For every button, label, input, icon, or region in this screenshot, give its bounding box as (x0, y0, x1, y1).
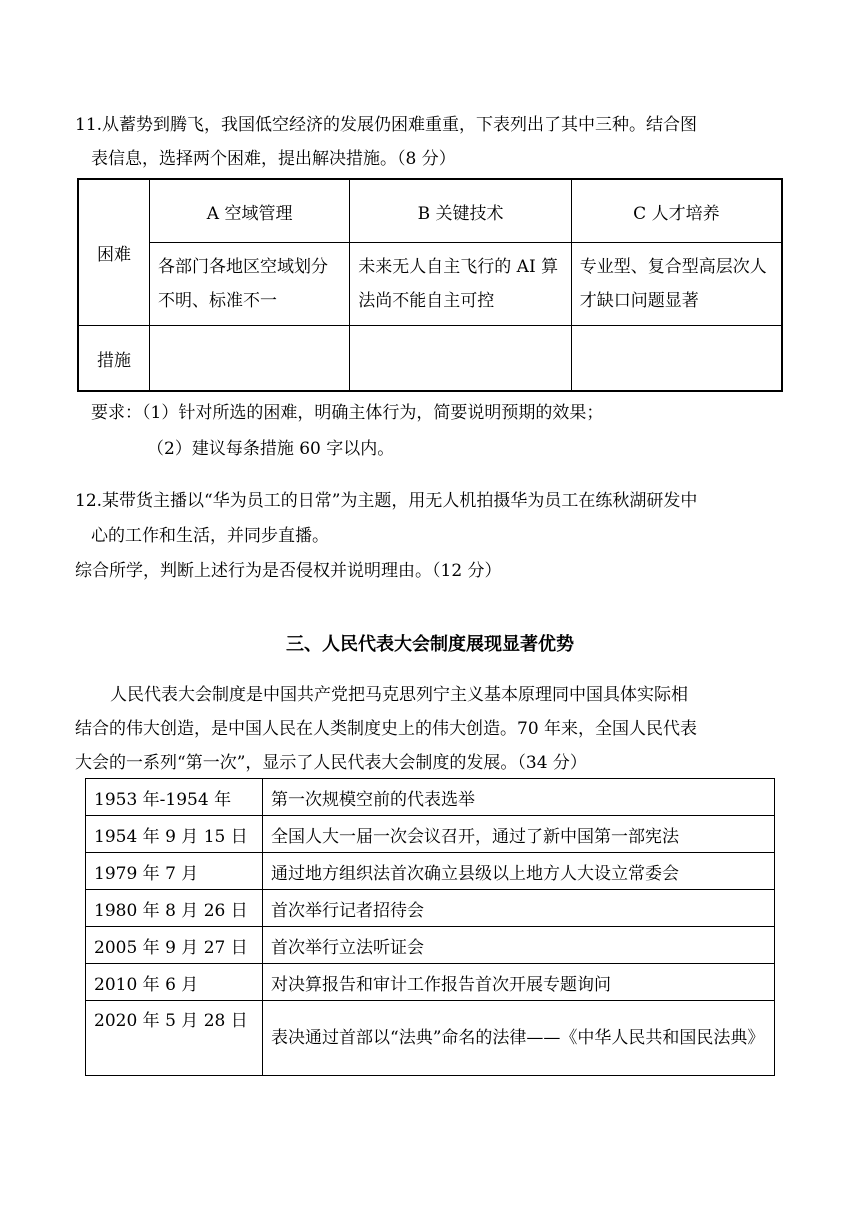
table-row (86, 964, 775, 1001)
timeline-event: 第一次规模空前的代表选举 (263, 779, 775, 816)
q12-line-1: 12.某带货主播以“华为员工的日常”为主题，用无人机拍摄华为员工在练秋湖研发中 (75, 491, 698, 511)
section-3-para-line-3: 大会的一系列“第一次”，显示了人民代表大会制度的发展。（34 分） (75, 753, 587, 773)
detail-b: 未来无人自主飞行的 AI 算法尚不能自主可控 (350, 243, 571, 326)
timeline-event: 对决算报告和审计工作报告首次开展专题询问 (263, 964, 775, 1001)
timeline-table (85, 778, 775, 1076)
timeline-event: 通过地方组织法首次确立县级以上地方人大设立常委会 (263, 853, 775, 890)
timeline-date: 2020 年 5 月 28 日 (86, 1001, 263, 1076)
timeline-date: 2010 年 6 月 (86, 964, 263, 1001)
section-3-para-line-1: 人民代表大会制度是中国共产党把马克思列宁主义基本原理同中国具体实际相 (110, 685, 688, 705)
col-header-b: B 关键技术 (350, 179, 571, 243)
timeline-date: 1979 年 7 月 (86, 853, 263, 890)
timeline-event: 全国人大一届一次会议召开，通过了新中国第一部宪法 (263, 816, 775, 853)
timeline-event: 首次举行记者招待会 (263, 890, 775, 927)
timeline-date: 1980 年 8 月 26 日 (86, 890, 263, 927)
section-3-para-line-2: 结合的伟大创造，是中国人民在人类制度史上的伟大创造。70 年来，全国人民代表 (75, 719, 698, 739)
section-3-title: 三、人民代表大会制度展现显著优势 (286, 634, 574, 655)
timeline-date: 2005 年 9 月 27 日 (86, 927, 263, 964)
table-row (86, 853, 775, 890)
col-header-c: C 人才培养 (571, 179, 782, 243)
detail-a: 各部门各地区空域划分不明、标准不一 (150, 243, 350, 326)
detail-c: 专业型、复合型高层次人才缺口问题显著 (571, 243, 782, 326)
table-row (86, 779, 775, 816)
measure-cell-a[interactable] (150, 326, 350, 392)
row-head-measure: 措施 (78, 326, 150, 392)
q11-line-2: 表信息，选择两个困难，提出解决措施。（8 分） (91, 149, 456, 169)
measure-cell-c[interactable] (571, 326, 782, 392)
timeline-date: 1953 年-1954 年 (86, 779, 263, 816)
table-row (86, 927, 775, 964)
q11-requirement-1: 要求：（1）针对所选的困难，明确主体行为，简要说明预期的效果； (91, 403, 604, 423)
table-row (86, 890, 775, 927)
timeline-event: 首次举行立法听证会 (263, 927, 775, 964)
col-header-a: A 空域管理 (150, 179, 350, 243)
timeline-date: 1954 年 9 月 15 日 (86, 816, 263, 853)
q12-line-2: 心的工作和生活，并同步直播。 (91, 526, 329, 546)
table-row (86, 816, 775, 853)
q11-requirement-2: （2）建议每条措施 60 字以内。 (147, 439, 395, 459)
q12-line-3: 综合所学，判断上述行为是否侵权并说明理由。（12 分） (75, 561, 502, 581)
measure-cell-b[interactable] (350, 326, 571, 392)
row-head-difficulty: 困难 (78, 179, 150, 326)
table-row (86, 1001, 775, 1076)
difficulty-table (77, 178, 783, 392)
q11-line-1: 11.从蓄势到腾飞，我国低空经济的发展仍困难重重，下表列出了其中三种。结合图 (75, 115, 698, 135)
timeline-event: 表决通过首部以“法典”命名的法律——《中华人民共和国民法典》 (263, 1001, 775, 1076)
